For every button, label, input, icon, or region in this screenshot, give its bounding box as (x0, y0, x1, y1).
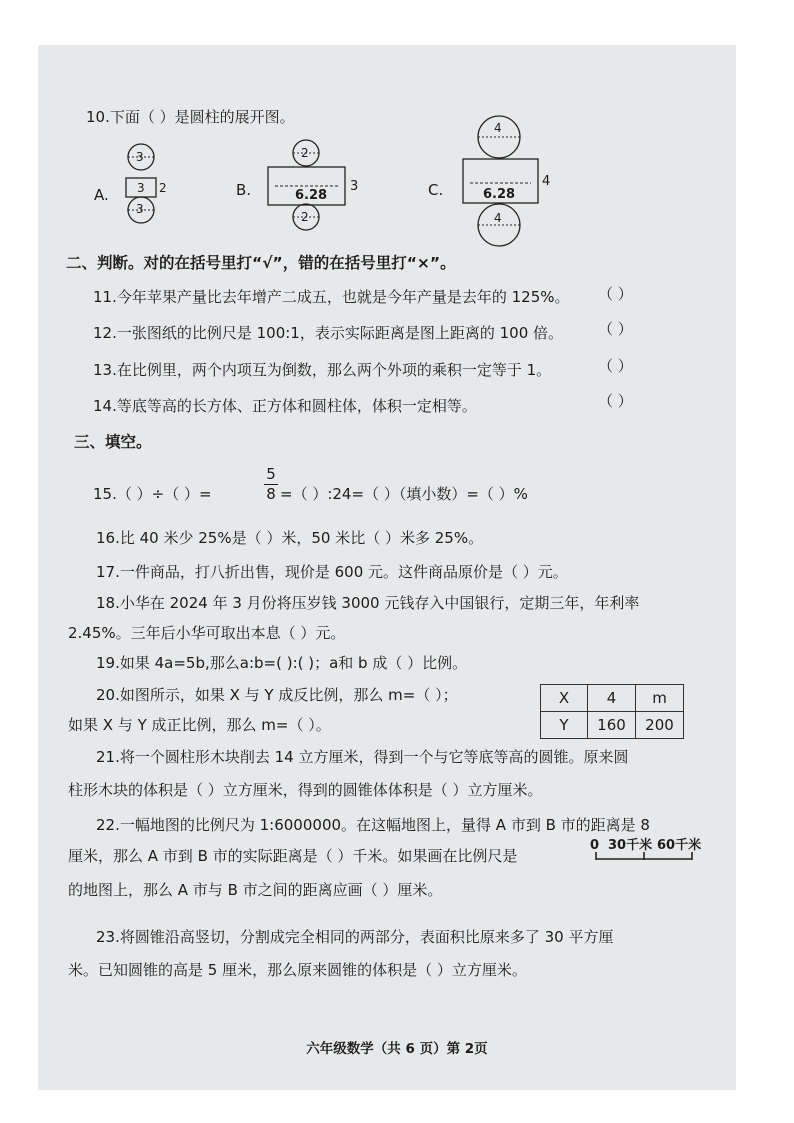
table-cell: m (636, 685, 684, 712)
q10-b-circle-bottom-label: 2 (301, 210, 309, 224)
q14-answer-paren: （ ） (598, 392, 633, 410)
q20-line1: 20.如图所示，如果 X 与 Y 成反比例，那么 m=（ ）； (96, 686, 458, 704)
q15-left: 15.（ ）÷（ ）= (93, 485, 212, 503)
q10-b-circle-top-label: 2 (301, 146, 309, 160)
q10-a-circle-bottom-label: 3 (136, 202, 144, 216)
q15-fraction-denominator: 8 (266, 485, 276, 503)
q12-text: 12.一张图纸的比例尺是 100:1，表示实际距离是图上距离的 100 倍。 (93, 324, 564, 342)
q10-b-side-label: 3 (350, 179, 359, 194)
q16-text: 16.比 40 米少 25%是（ ）米，50 米比（ ）米多 25%。 (96, 529, 484, 547)
q18-line1: 18.小华在 2024 年 3 月份将压岁钱 3000 元钱存入中国银行，定期三年，年利率 (96, 594, 640, 612)
table-cell: 200 (636, 712, 684, 739)
table-cell: 4 (588, 685, 636, 712)
q22-line2: 厘米，那么 A 市到 B 市的实际距离是（ ）千米。如果画在比例尺是 (68, 847, 518, 865)
table-cell: 160 (588, 712, 636, 739)
q20-line2: 如果 X 与 Y 成正比例，那么 m=（ ）。 (68, 716, 331, 734)
q10-option-c-label: C. (428, 181, 444, 199)
q10-option-a-label: A. (94, 186, 109, 204)
q23-line1: 23.将圆锥沿高竖切，分割成完全相同的两部分，表面积比原来多了 30 平方厘 (96, 928, 614, 946)
q18-line2: 2.45%。三年后小华可取出本息（ ）元。 (68, 624, 346, 642)
q10-option-b-label: B. (236, 181, 252, 199)
table-cell: X (541, 685, 588, 712)
section3-heading: 三、填空。 (74, 433, 152, 451)
q10-c-rect-label: 6.28 (483, 187, 516, 202)
q10-c-side-label: 4 (542, 174, 551, 189)
q10-c-circle-bottom-label: 4 (494, 211, 502, 225)
q12-answer-paren: （ ） (598, 320, 633, 338)
scale-zero-label: 0 (590, 838, 600, 853)
scale-end-label: 60千米 (657, 838, 702, 853)
q13-text: 13.在比例里，两个内项互为倒数，那么两个外项的乘积一定等于 1。 (93, 361, 552, 379)
q15-fraction-numerator: 5 (266, 465, 276, 483)
q15-right: =（ ）:24=（ ）（填小数）=（ ）% (280, 485, 528, 503)
q13-answer-paren: （ ） (598, 357, 633, 375)
q11-answer-paren: （ ） (598, 285, 633, 303)
q19-text: 19.如果 4a=5b,那么a:b=( ):( )；a和 b 成（ ）比例。 (96, 654, 468, 672)
q22-line3: 的地图上，那么 A 市与 B 市之间的距离应画（ ）厘米。 (68, 881, 443, 899)
q21-line2: 柱形木块的体积是（ ）立方厘米，得到的圆锥体体积是（ ）立方厘米。 (68, 781, 543, 799)
q21-line1: 21.将一个圆柱形木块削去 14 立方厘米，得到一个与它等底等高的圆锥。原来圆 (96, 748, 629, 766)
q10-text: 10.下面（ ）是圆柱的展开图。 (86, 108, 295, 126)
section2-heading: 二、判断。对的在括号里打“√”，错的在括号里打“×”。 (66, 254, 456, 272)
scale-mid-label: 30千米 (608, 838, 653, 853)
q11-text: 11.今年苹果产量比去年增产二成五，也就是今年产量是去年的 125%。 (93, 288, 570, 306)
q10-b-rect-label: 6.28 (295, 188, 328, 203)
q10-a-rect-label: 3 (137, 181, 145, 195)
page-footer: 六年级数学（共 6 页）第 2页 (306, 1041, 488, 1057)
q10-c-circle-top-label: 4 (494, 121, 502, 135)
q17-text: 17.一件商品，打八折出售，现价是 600 元。这件商品原价是（ ）元。 (96, 563, 568, 581)
table-cell: Y (541, 712, 588, 739)
q10-a-side-label: 2 (159, 181, 167, 195)
q10-a-circle-top-label: 3 (136, 150, 144, 164)
q14-text: 14.等底等高的长方体、正方体和圆柱体，体积一定相等。 (93, 397, 477, 415)
q23-line2: 米。已知圆锥的高是 5 厘米，那么原来圆锥的体积是（ ）立方厘米。 (68, 961, 527, 979)
q22-line1: 22.一幅地图的比例尺为 1:6000000。在这幅地图上，量得 A 市到 B 市的距离是 8 (96, 816, 650, 834)
